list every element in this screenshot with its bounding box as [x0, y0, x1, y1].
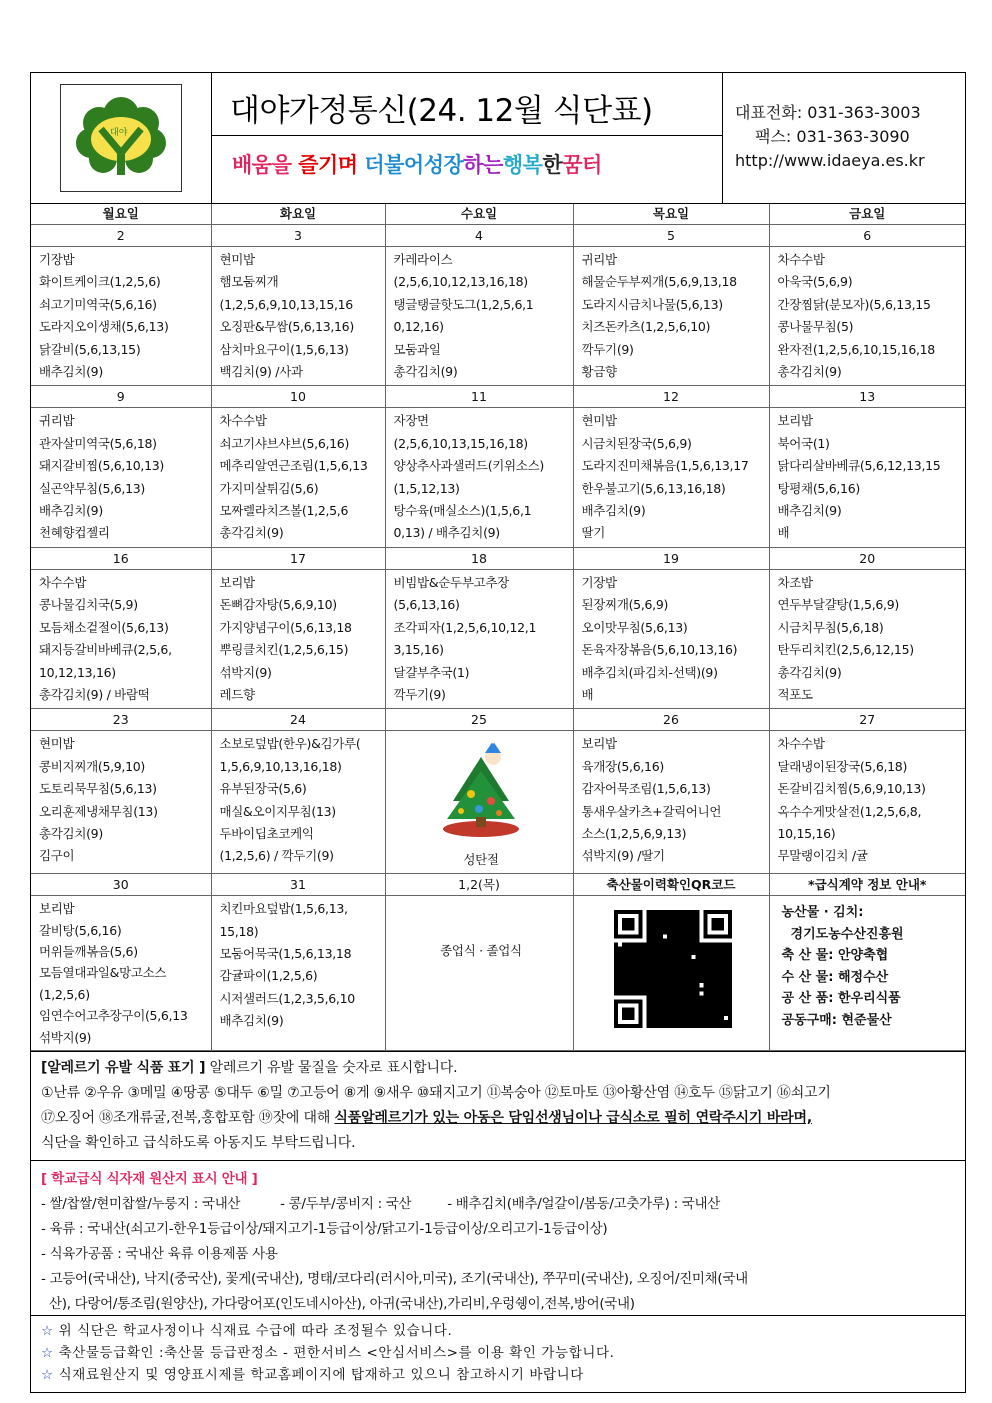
- menu-cell-tue: [211, 247, 385, 386]
- menu-item: 1,5,6,9,10,13,16,18): [219, 758, 342, 774]
- menu-item: 레드향: [219, 686, 255, 702]
- menu-cell-fri: [769, 896, 965, 1051]
- menu-item: 배: [777, 525, 790, 541]
- menu-item: 배: [581, 686, 594, 702]
- menu-item: 총각김치(9): [219, 525, 284, 541]
- menu-weeks: [31, 225, 965, 1051]
- menu-item: 연두부달걀탕(1,5,6,9): [777, 597, 899, 613]
- menu-item: 감귤파이(1,2,5,6): [219, 968, 318, 984]
- menu-item: 햄모둠찌개: [219, 274, 279, 290]
- menu-item: 배추김치(9): [581, 503, 646, 519]
- menu-item: 탄두리치킨(2,5,6,12,15): [777, 642, 914, 658]
- contract-info-line: 축 산 물: 안양축협: [781, 948, 889, 964]
- newsletter-frame: [30, 72, 966, 1393]
- menu-item: 배추김치(파김치-선택)(9): [581, 664, 718, 680]
- menu-item: 총각김치(9): [39, 825, 103, 841]
- date-row: [31, 709, 965, 731]
- menu-item: 오징판&무쌈(5,6,13,16): [219, 319, 354, 335]
- date-cell-thu: 12: [573, 386, 769, 408]
- menu-item: 머위들깨볶음(5,6): [39, 943, 138, 959]
- menu-item: 도라지시금치나물(5,6,13): [581, 296, 723, 312]
- menu-cell-fri: [769, 408, 965, 547]
- allergy-guidance: 식단을 확인하고 급식하도록 아동지도 부탁드립니다.: [41, 1134, 356, 1151]
- date-cell-wed: 18: [385, 547, 573, 569]
- menu-cell-wed: [385, 569, 573, 708]
- date-cell-fri: *급식계약 정보 안내*: [769, 874, 965, 896]
- menu-item: 뿌링클치킨(1,2,5,6,15): [219, 642, 349, 658]
- menu-table: [31, 204, 965, 1051]
- menu-item: 섞박지(9): [219, 664, 272, 680]
- menu-row: [31, 569, 965, 708]
- footer-notes: [31, 1315, 965, 1392]
- menu-item: 차수수밥: [219, 413, 267, 429]
- menu-item: 돈뼈감자탕(5,6,9,10): [219, 597, 337, 613]
- menu-item: 천혜향컵젤리: [39, 525, 110, 541]
- menu-row: [31, 731, 965, 874]
- menu-item: 간장찜닭(분모자)(5,6,13,15: [777, 296, 931, 312]
- menu-item: 보리밥: [581, 736, 617, 752]
- school-motto: [232, 149, 602, 179]
- menu-cell-wed: [385, 247, 573, 386]
- motto-word: 더불어: [364, 153, 424, 177]
- menu-cell-mon: [31, 408, 211, 547]
- contract-info-line: 수 산 물: 해정수산: [781, 969, 889, 985]
- menu-item: 김구이: [39, 848, 75, 864]
- weekday-tue: 화요일: [211, 204, 385, 225]
- menu-item: 닭갈비(5,6,13,15): [39, 341, 141, 357]
- date-row: [31, 225, 965, 247]
- menu-item: 실곤약무침(5,6,13): [39, 480, 145, 496]
- menu-item: 소스(1,2,5,6,9,13): [581, 825, 687, 841]
- menu-item: 0,13) / 배추김치(9): [393, 525, 500, 541]
- motto-word: 즐기며: [298, 153, 365, 177]
- menu-item: 백김치(9) /사과: [219, 364, 303, 380]
- motto-word: 행복: [502, 153, 543, 177]
- menu-item: 가지미살튀김(5,6): [219, 480, 319, 496]
- date-cell-mon: 9: [31, 386, 211, 408]
- origin-line: - 쌀/찹쌀/현미찹쌀/누룽지 : 국내산 - 콩/두부/콩비지 : 국산 - 배추김치(배추/얼갈이/봄동/고춧가루) : 국내산: [41, 1195, 721, 1212]
- menu-item: 모둠과일: [393, 341, 441, 357]
- fax-number: 팩스: 031-363-3090: [755, 127, 910, 146]
- origin-notice: [31, 1160, 965, 1315]
- menu-cell-thu: [573, 731, 769, 874]
- menu-item: 관자살미역국(5,6,18): [39, 435, 157, 451]
- menu-item: 귀리밥: [39, 413, 75, 429]
- menu-item: 자장면: [393, 413, 429, 429]
- menu-cell-tue: [211, 731, 385, 874]
- menu-item: 모듬채소겉절이(5,6,13): [39, 619, 169, 635]
- origin-line: - 식육가공품 : 국내산 육류 이용제품 사용: [41, 1245, 278, 1262]
- menu-item: 콩나물김치국(5,9): [39, 597, 138, 613]
- menu-item: (1,2,5,6) / 깍두기(9): [219, 848, 334, 864]
- menu-item: 돼지등갈비바베큐(2,5,6,: [39, 642, 172, 658]
- menu-item: (1,2,5,6,9,10,13,15,16: [219, 296, 353, 312]
- star-icon: ☆: [41, 1366, 59, 1383]
- menu-item: 무말랭이김치 /귤: [777, 848, 868, 864]
- date-cell-mon: 23: [31, 709, 211, 731]
- menu-row: [31, 247, 965, 386]
- menu-item: 돼지갈비찜(5,6,10,13): [39, 458, 164, 474]
- menu-item: 감자어묵조림(1,5,6,13): [581, 781, 711, 797]
- menu-item: 도토리묵무침(5,6,13): [39, 781, 157, 797]
- menu-item: 모둠어묵국(1,5,6,13,18: [219, 945, 352, 961]
- menu-item: 보리밥: [777, 413, 813, 429]
- date-cell-tue: 24: [211, 709, 385, 731]
- date-cell-mon: 30: [31, 874, 211, 896]
- menu-cell-wed: [385, 896, 573, 1051]
- menu-item: 치즈돈카츠(1,2,5,6,10): [581, 319, 711, 335]
- menu-cell-fri: [769, 247, 965, 386]
- contract-info-line: 공 산 품: 한우리식품: [781, 991, 901, 1007]
- menu-cell-wed: [385, 408, 573, 547]
- menu-item: 배추김치(9): [39, 364, 103, 380]
- menu-item: 화이트케이크(1,2,5,6): [39, 274, 161, 290]
- menu-item: 3,15,16): [393, 642, 444, 658]
- menu-cell-thu: [573, 569, 769, 708]
- motto-word: 하는: [463, 153, 503, 177]
- ceremony-label: 종업식 · 졸업식: [440, 943, 522, 959]
- menu-item: 달래냉이된장국(5,6,18): [777, 758, 908, 774]
- weekday-mon: 월요일: [31, 204, 211, 225]
- menu-cell-tue: [211, 896, 385, 1051]
- menu-cell-thu: [573, 408, 769, 547]
- date-row: [31, 386, 965, 408]
- menu-item: 적포도: [777, 686, 813, 702]
- date-cell-mon: 16: [31, 547, 211, 569]
- menu-item: 현미밥: [39, 736, 75, 752]
- menu-item: 현미밥: [219, 252, 255, 267]
- date-cell-fri: 27: [769, 709, 965, 731]
- menu-item: 도라지진미채볶음(1,5,6,13,17: [581, 458, 749, 474]
- menu-item: 북어국(1): [777, 435, 830, 451]
- menu-item: 유부된장국(5,6): [219, 781, 307, 797]
- date-cell-mon: 2: [31, 225, 211, 247]
- title-divider: [212, 135, 722, 136]
- menu-item: 두바이딥초코케익: [219, 825, 314, 841]
- menu-item: 탕수육(매실소스)(1,5,6,1: [393, 503, 532, 519]
- menu-cell-thu: [573, 247, 769, 386]
- menu-item: 카레라이스: [393, 252, 453, 267]
- weekday-header-row: [31, 204, 965, 225]
- menu-item: 갈비탕(5,6,16): [39, 922, 122, 938]
- menu-item: 삼치마요구이(1,5,6,13): [219, 341, 349, 357]
- motto-word: 배움을: [232, 153, 299, 177]
- menu-item: 깍두기(9): [581, 341, 634, 357]
- svg-text:대야: 대야: [110, 128, 128, 138]
- contact-info: [723, 73, 965, 203]
- menu-item: 탕평채(5,6,16): [777, 480, 860, 496]
- menu-item: 섞박지(9): [39, 1029, 92, 1045]
- menu-item: 보리밥: [219, 574, 255, 590]
- contract-info-line: 경기도농수산진흥원: [781, 926, 904, 942]
- weekday-thu: 목요일: [573, 204, 769, 225]
- menu-item: 15,18): [219, 923, 259, 939]
- header: [31, 73, 965, 204]
- menu-item: 소보로덮밥(한우)&김가루(: [219, 736, 361, 752]
- menu-item: (2,5,6,10,12,13,16,18): [393, 274, 528, 290]
- date-cell-tue: 17: [211, 547, 385, 569]
- date-cell-wed: 25: [385, 709, 573, 731]
- menu-item: 시금치무침(5,6,18): [777, 619, 884, 635]
- date-cell-fri: 20: [769, 547, 965, 569]
- date-cell-tue: 10: [211, 386, 385, 408]
- allergy-list-1: ①난류 ②우유 ③메밀 ④땅콩 ⑤대두 ⑥밀 ⑦고등어 ⑧게 ⑨새우 ⑩돼지고기 ⑪복숭아 ⑫토마토 ⑬아황산염 ⑭호두 ⑮닭고기 ⑯쇠고기: [41, 1084, 831, 1101]
- menu-cell-fri: [769, 569, 965, 708]
- note-lines: [41, 1320, 955, 1386]
- menu-item: 쇠고기미역국(5,6,16): [39, 296, 157, 312]
- menu-item: 귀리밥: [581, 252, 617, 267]
- menu-item: 콩비지찌개(5,9,10): [39, 758, 145, 774]
- weekday-fri: 금요일: [769, 204, 965, 225]
- menu-item: 달걀부추국(1): [393, 664, 470, 680]
- menu-cell-thu: [573, 896, 769, 1051]
- menu-item: 차수수밥: [39, 574, 87, 590]
- menu-item: (1,5,12,13): [393, 480, 460, 496]
- menu-item: 배추김치(9): [39, 503, 103, 519]
- menu-item: 조각피자(1,2,5,6,10,12,1: [393, 619, 537, 635]
- note-text: 식재료원산지 및 영양표시제를 학교홈페이지에 탑재하고 있으니 참고하시기 바랍니다: [58, 1366, 584, 1383]
- menu-item: 비빔밥&순두부고추장: [393, 574, 509, 590]
- menu-item: 배추김치(9): [219, 1013, 284, 1029]
- menu-item: 육개장(5,6,16): [581, 758, 664, 774]
- motto-word: 성장: [423, 153, 464, 177]
- school-logo-icon: [71, 93, 171, 183]
- menu-item: 가지양념구이(5,6,13,18: [219, 619, 352, 635]
- menu-item: 옥수수게맛살전(1,2,5,6,8,: [777, 803, 922, 819]
- menu-item: 오리훈제냉채무침(13): [39, 803, 158, 819]
- origin-title: [ 학교급식 식자재 원산지 표시 안내 ]: [41, 1170, 258, 1187]
- logo-cell: [31, 73, 212, 203]
- date-row: [31, 547, 965, 569]
- menu-item: 모짜렐라치즈볼(1,2,5,6: [219, 503, 349, 519]
- menu-item: 임연수어고추장구이(5,6,13: [39, 1008, 188, 1024]
- menu-cell-tue: [211, 408, 385, 547]
- menu-item: 매실&오이지무침(13): [219, 803, 336, 819]
- page-title: 대야가정통신(24. 12월 식단표): [230, 93, 653, 129]
- note-text: 축산물등급확인 :축산물 등급판정소 - 편한서비스 <안심서비스>를 이용 확인 가능합니다.: [58, 1344, 615, 1361]
- origin-line: 산), 다랑어/통조림(원양산), 가다랑어포(인도네시아산), 아귀(국내산),가리비,우렁쉥이,전복,방어(국내): [41, 1295, 635, 1312]
- origin-line: - 고등어(국내산), 낙지(중국산), 꽃게(국내산), 명태/코다리(러시아,미국), 조기(국내산), 쭈꾸미(국내산), 오징어/진미채(국내: [41, 1270, 748, 1287]
- note-line: [41, 1364, 955, 1386]
- menu-item: (2,5,6,10,13,15,16,18): [393, 435, 528, 451]
- menu-item: 보리밥: [39, 901, 75, 917]
- menu-cell-mon: [31, 896, 211, 1051]
- allergy-list-2: ⑰오징어 ⑱조개류굴,전복,홍합포함 ⑲잣에 대해: [41, 1109, 335, 1126]
- menu-item: 황금향: [581, 364, 617, 380]
- menu-item: 치킨마요덮밥(1,5,6,13,: [219, 901, 348, 917]
- menu-row: [31, 896, 965, 1051]
- origin-line: - 육류 : 국내산(쇠고기-한우1등급이상/돼지고기-1등급이상/닭고기-1등급이상/오리고기-1등급이상): [41, 1220, 608, 1237]
- homepage-url[interactable]: http://www.idaeya.es.kr: [735, 151, 925, 170]
- menu-cell-wed: [385, 731, 573, 874]
- date-cell-tue: 31: [211, 874, 385, 896]
- menu-item: 시저샐러드(1,2,3,5,6,10: [219, 990, 355, 1006]
- qr-code-icon[interactable]: [614, 910, 732, 1028]
- menu-item: 도라지오이생채(5,6,13): [39, 319, 169, 335]
- menu-item: 총각김치(9): [777, 364, 842, 380]
- weekday-wed: 수요일: [385, 204, 573, 225]
- menu-item: (5,6,13,16): [393, 597, 460, 613]
- menu-item: 쇠고기샤브샤브(5,6,16): [219, 435, 350, 451]
- menu-item: 시금치된장국(5,6,9): [581, 435, 692, 451]
- allergy-intro: 알레르기 유발 물질을 숫자로 표시합니다.: [205, 1059, 458, 1076]
- menu-cell-mon: [31, 247, 211, 386]
- menu-item: 모듬열대과일&망고소스: [39, 965, 167, 981]
- date-cell-thu: 축산물이력확인QR코드: [573, 874, 769, 896]
- date-cell-wed: 4: [385, 225, 573, 247]
- menu-item: 총각김치(9): [777, 664, 842, 680]
- allergy-contact-request: 식품알레르기가 있는 아동은 담임선생님이나 급식소로 필히 연락주시기 바라며,: [334, 1109, 812, 1126]
- menu-item: 10,12,13,16): [39, 664, 116, 680]
- christmas-tree-icon: [431, 739, 531, 839]
- motto-word: 꿈터: [562, 153, 602, 177]
- title-cell: [212, 73, 723, 203]
- menu-cell-tue: [211, 569, 385, 708]
- menu-item: 양상추사과샐러드(키위소스): [393, 458, 544, 474]
- menu-item: 메추리알연근조림(1,5,6,13: [219, 458, 368, 474]
- contract-info-line: 농산물 · 김치:: [781, 905, 864, 921]
- menu-row: [31, 408, 965, 547]
- menu-item: 차조밥: [777, 574, 813, 590]
- menu-item: 총각김치(9): [393, 364, 458, 380]
- menu-item: 한우불고기(5,6,13,16,18): [581, 480, 726, 496]
- contract-info-line: 공동구매: 현준물산: [781, 1012, 892, 1028]
- date-cell-wed: 11: [385, 386, 573, 408]
- holiday-label: 성탄절: [463, 851, 499, 867]
- menu-item: 10,15,16): [777, 825, 836, 841]
- date-row: [31, 874, 965, 896]
- date-cell-wed: 1,2(목): [385, 874, 573, 896]
- menu-item: 차수수밥: [777, 736, 825, 752]
- menu-cell-mon: [31, 569, 211, 708]
- menu-item: 된장찌개(5,6,9): [581, 597, 669, 613]
- star-icon: ☆: [41, 1344, 59, 1361]
- allergy-notice: [31, 1051, 965, 1160]
- menu-item: 콩나물무침(5): [777, 319, 854, 335]
- allergy-title: [알레르기 유발 식품 표기 ]: [41, 1059, 206, 1076]
- menu-item: 닭다리살바베큐(5,6,12,13,15: [777, 458, 941, 474]
- menu-item: 완자전(1,2,5,6,10,15,16,18: [777, 341, 935, 357]
- date-cell-thu: 5: [573, 225, 769, 247]
- date-cell-fri: 13: [769, 386, 965, 408]
- menu-item: 탱글탱글핫도그(1,2,5,6,1: [393, 296, 534, 312]
- menu-item: 배추김치(9): [777, 503, 842, 519]
- menu-item: 총각김치(9) / 바람떡: [39, 686, 150, 702]
- menu-item: 기장밥: [39, 252, 75, 267]
- star-icon: ☆: [41, 1322, 59, 1339]
- note-line: [41, 1342, 955, 1364]
- date-cell-tue: 3: [211, 225, 385, 247]
- date-cell-thu: 19: [573, 547, 769, 569]
- menu-item: 돈육자장볶음(5,6,10,13,16): [581, 642, 738, 658]
- menu-item: 딸기: [581, 525, 606, 541]
- menu-item: 아욱국(5,6,9): [777, 274, 853, 290]
- motto-word: 한: [542, 153, 563, 177]
- date-cell-thu: 26: [573, 709, 769, 731]
- menu-item: 기장밥: [581, 574, 617, 590]
- menu-item: 통새우살카츠+갈릭어니언: [581, 803, 722, 819]
- menu-item: 현미밥: [581, 413, 617, 429]
- menu-item: (1,2,5,6): [39, 986, 90, 1002]
- note-text: 위 식단은 학교사정이나 식재료 수급에 따라 조정될수 있습니다.: [58, 1322, 453, 1339]
- menu-item: 해물순두부찌개(5,6,9,13,18: [581, 274, 737, 290]
- phone-number: 대표전화: 031-363-3003: [735, 103, 921, 122]
- menu-item: 차수수밥: [777, 252, 825, 267]
- menu-item: 깍두기(9): [393, 686, 446, 702]
- note-line: [41, 1320, 955, 1342]
- school-logo: [60, 84, 182, 192]
- origin-lines: [41, 1192, 955, 1317]
- menu-item: 돈갈비김치찜(5,6,9,10,13): [777, 781, 926, 797]
- menu-item: 섞박지(9) /딸기: [581, 848, 665, 864]
- menu-item: 0,12,16): [393, 319, 444, 335]
- menu-cell-fri: [769, 731, 965, 874]
- date-cell-fri: 6: [769, 225, 965, 247]
- menu-item: 오이맛무침(5,6,13): [581, 619, 688, 635]
- menu-cell-mon: [31, 731, 211, 874]
